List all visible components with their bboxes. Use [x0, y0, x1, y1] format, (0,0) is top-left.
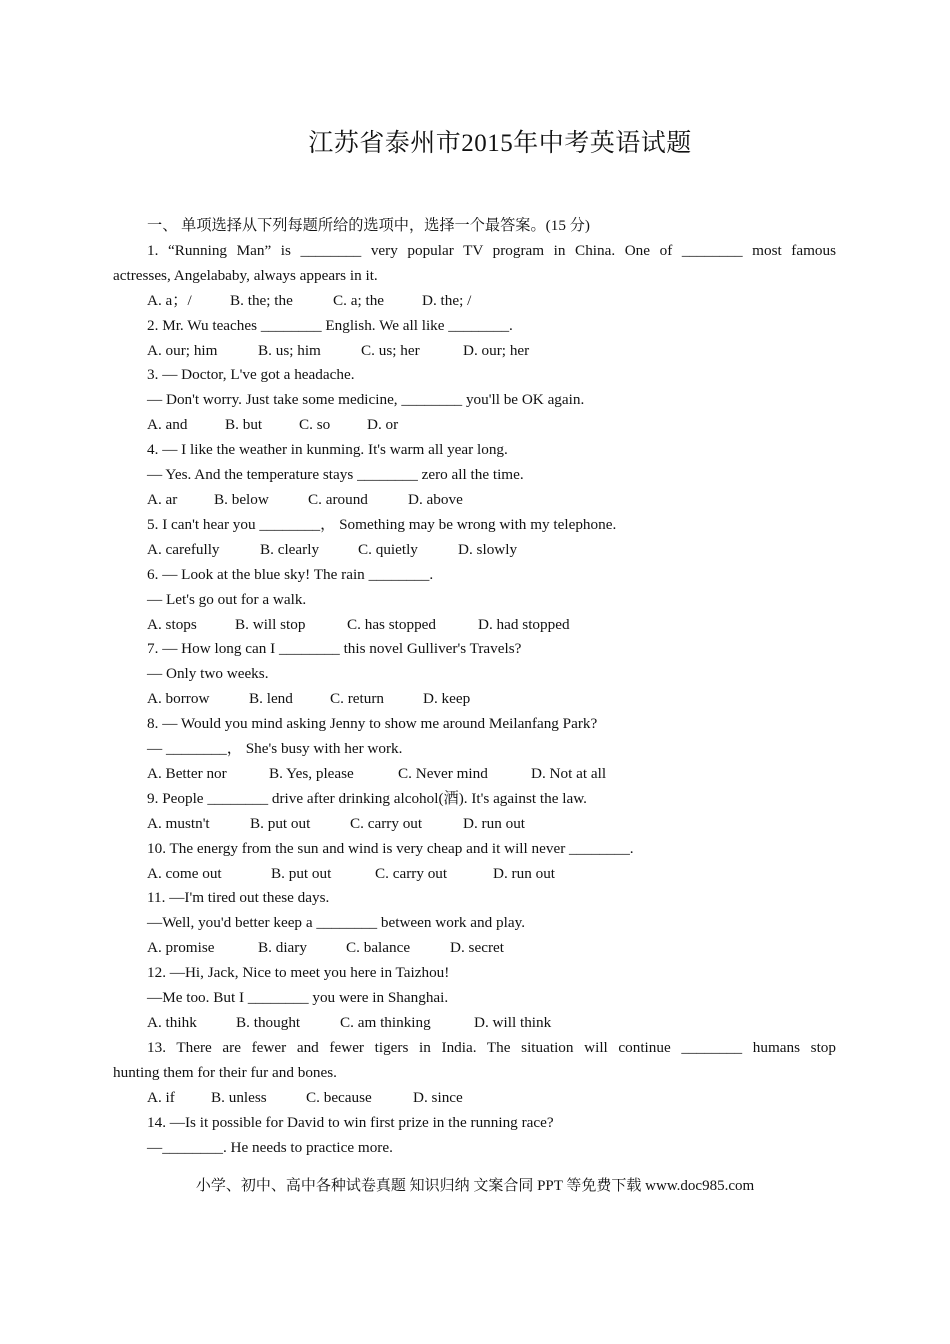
- answer-options: [113, 1011, 836, 1036]
- question-text-continued: —Me too. But I ________ you were in Shanghai.: [147, 989, 449, 1007]
- question-text-continued: — Let's go out for a walk.: [147, 590, 307, 608]
- answer-option[interactable]: C. quietly: [358, 540, 418, 558]
- answer-option[interactable]: D. the; /: [422, 291, 472, 309]
- answer-option[interactable]: B. thought: [236, 1014, 301, 1031]
- answer-option[interactable]: D. will think: [474, 1014, 552, 1031]
- answer-option[interactable]: B. lend: [249, 690, 293, 708]
- answer-option[interactable]: A. carefully: [147, 540, 220, 558]
- question-text: 9. People ________ drive after drinking alcohol(酒). It's against the law.: [147, 789, 587, 807]
- answer-option[interactable]: D. our; her: [463, 341, 530, 359]
- section-heading: 一、 单项选择从下列每题所给的选项中，选择一个最答案。(15 分): [147, 217, 590, 234]
- question-block: [113, 239, 836, 314]
- answer-option[interactable]: C. return: [330, 690, 384, 708]
- question-text: 3. — Doctor, L've got a headache.: [147, 366, 355, 384]
- answer-option[interactable]: D. run out: [493, 864, 556, 882]
- answer-option[interactable]: C. balance: [346, 939, 411, 957]
- answer-option[interactable]: B. diary: [258, 939, 307, 957]
- question-block: [113, 637, 836, 712]
- question-text: 5. I can't hear you ________， Something may be wrong with my telephone.: [147, 515, 617, 533]
- question-text: 13. There are fewer and fewer tigers in India. The situation will continue ________ humans stop: [147, 1038, 836, 1056]
- answer-options: [113, 488, 836, 513]
- question-block: [113, 712, 836, 787]
- answer-option[interactable]: A. Better nor: [147, 764, 227, 782]
- question-text-continued: — Don't worry. Just take some medicine, ________ you'll be OK again.: [147, 391, 585, 409]
- answer-option[interactable]: D. Not at all: [531, 764, 607, 782]
- question-text: 7. — How long can I ________ this novel Gulliver's Travels?: [147, 640, 522, 658]
- question-text-continued: — Yes. And the temperature stays ________ zero all the time.: [147, 466, 524, 484]
- answer-option[interactable]: B. will stop: [235, 615, 306, 633]
- answer-option[interactable]: C. am thinking: [340, 1014, 431, 1031]
- question-block: [113, 438, 836, 513]
- answer-option[interactable]: D. above: [408, 490, 463, 508]
- answer-option[interactable]: A. stops: [147, 615, 197, 633]
- answer-option[interactable]: A. promise: [147, 939, 215, 957]
- answer-option[interactable]: B. below: [214, 490, 269, 508]
- question-block: [113, 513, 836, 563]
- answer-options: [113, 936, 836, 961]
- exam-content: [113, 214, 836, 1160]
- question-text: 2. Mr. Wu teaches ________ English. We all like ________.: [147, 316, 513, 334]
- question-text: 6. — Look at the blue sky! The rain ________.: [147, 565, 434, 583]
- answer-option[interactable]: B. put out: [271, 864, 332, 882]
- answer-option[interactable]: B. but: [225, 416, 263, 434]
- question-text-continued: —Well, you'd better keep a ________ between work and play.: [147, 914, 525, 932]
- answer-option[interactable]: C. Never mind: [398, 764, 488, 782]
- page-title: 江苏省泰州市2015年中考英语试题: [308, 130, 692, 157]
- question-block: [113, 837, 836, 887]
- answer-option[interactable]: B. put out: [250, 814, 311, 832]
- question-text: 4. — I like the weather in kunming. It's warm all year long.: [147, 441, 508, 459]
- answer-option[interactable]: A. mustn't: [147, 814, 210, 832]
- answer-options: [113, 1086, 836, 1111]
- answer-option[interactable]: C. around: [308, 490, 368, 508]
- answer-option[interactable]: C. carry out: [350, 814, 423, 832]
- answer-options: [113, 339, 836, 364]
- question-block: [113, 1036, 836, 1111]
- question-text: 8. — Would you mind asking Jenny to show me around Meilanfang Park?: [147, 715, 598, 733]
- question-block: [113, 886, 836, 961]
- question-block: [113, 961, 836, 1036]
- answer-options: [113, 687, 836, 712]
- answer-option[interactable]: B. us; him: [258, 341, 321, 359]
- question-block: [113, 314, 836, 364]
- answer-option[interactable]: C. carry out: [375, 864, 448, 882]
- question-text: 10. The energy from the sun and wind is very cheap and it will never ________.: [147, 839, 634, 857]
- answer-option[interactable]: C. because: [306, 1088, 372, 1106]
- answer-options: [113, 538, 836, 563]
- question-text: 1. “Running Man” is ________ very popular TV program in China. One of ________ most famous: [147, 241, 836, 259]
- footer-text: 小学、初中、高中各种试卷真题 知识归纳 文案合同 PPT 等免费下载 www.doc985.com: [195, 1178, 755, 1194]
- answer-option[interactable]: A. and: [147, 416, 188, 434]
- answer-option[interactable]: C. a; the: [333, 291, 385, 309]
- question-text-continued: actresses, Angelababy, always appears in it.: [113, 266, 378, 284]
- answer-option[interactable]: D. secret: [450, 939, 504, 957]
- answer-option[interactable]: D. slowly: [458, 540, 518, 558]
- answer-option[interactable]: C. has stopped: [347, 615, 437, 633]
- answer-option[interactable]: A. ar: [147, 490, 178, 508]
- answer-option[interactable]: A. a；/: [147, 291, 192, 309]
- answer-options: [113, 862, 836, 887]
- answer-option[interactable]: A. thihk: [147, 1014, 197, 1031]
- question-text-continued: — ________， She's busy with her work.: [147, 740, 403, 758]
- answer-options: [113, 762, 836, 787]
- answer-option[interactable]: B. clearly: [260, 540, 320, 558]
- answer-option[interactable]: D. run out: [463, 814, 526, 832]
- answer-option[interactable]: A. if: [147, 1088, 175, 1106]
- question-text-continued: —________. He needs to practice more.: [147, 1138, 393, 1156]
- question-text-continued: — Only two weeks.: [147, 665, 269, 683]
- answer-options: [113, 289, 836, 314]
- answer-option[interactable]: D. or: [367, 416, 399, 434]
- question-block: [113, 363, 836, 438]
- question-block: [113, 1111, 836, 1161]
- answer-option[interactable]: A. our; him: [147, 341, 218, 359]
- answer-option[interactable]: A. come out: [147, 864, 222, 882]
- answer-option[interactable]: C. so: [299, 416, 331, 434]
- answer-option[interactable]: B. unless: [211, 1088, 267, 1106]
- question-list: [113, 239, 836, 1161]
- answer-option[interactable]: B. the; the: [230, 291, 293, 309]
- answer-option[interactable]: D. keep: [423, 690, 471, 708]
- answer-options: [113, 413, 836, 438]
- answer-option[interactable]: D. since: [413, 1088, 463, 1106]
- question-text: 12. —Hi, Jack, Nice to meet you here in Taizhou!: [147, 964, 450, 982]
- question-text: 11. —I'm tired out these days.: [147, 889, 330, 907]
- answer-option[interactable]: D. had stopped: [478, 615, 570, 633]
- question-text: 14. —Is it possible for David to win first prize in the running race?: [147, 1113, 554, 1131]
- question-text-continued: hunting them for their fur and bones.: [113, 1063, 337, 1081]
- answer-option[interactable]: C. us; her: [361, 341, 420, 359]
- answer-option[interactable]: B. Yes, please: [269, 764, 354, 782]
- question-block: [113, 787, 836, 837]
- answer-option[interactable]: A. borrow: [147, 690, 210, 708]
- question-block: [113, 563, 836, 638]
- answer-options: [113, 812, 836, 837]
- answer-options: [113, 613, 836, 638]
